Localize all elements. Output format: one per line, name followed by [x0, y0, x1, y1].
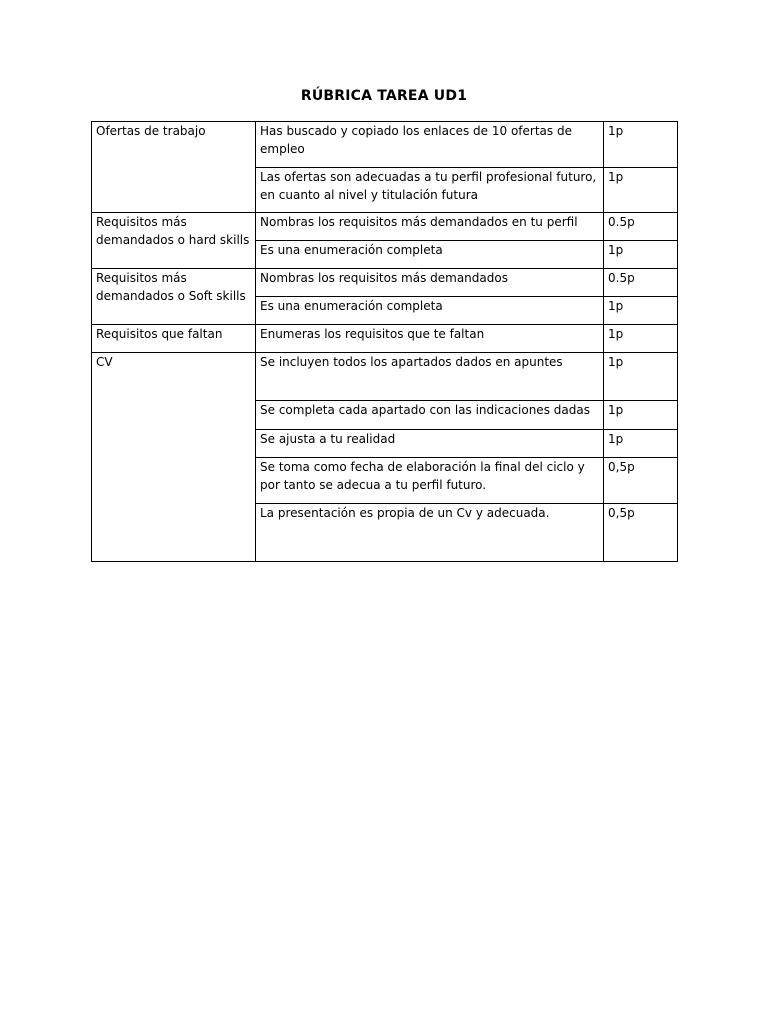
points-cell: 1p — [604, 122, 678, 168]
points-cell: 1p — [604, 401, 678, 430]
criterion-cell: Es una enumeración completa — [256, 297, 604, 325]
table-row — [92, 122, 678, 168]
criterion-cell: Las ofertas son adecuadas a tu perfil profesional futuro, en cuanto al nivel y titulación futura — [256, 168, 604, 213]
criterion-cell: Es una enumeración completa — [256, 241, 604, 269]
criterion-cell: Enumeras los requisitos que te faltan — [256, 325, 604, 353]
table-row — [92, 325, 678, 353]
criterion-cell: La presentación es propia de un Cv y adecuada. — [256, 504, 604, 562]
criterion-cell: Se completa cada apartado con las indicaciones dadas — [256, 401, 604, 430]
points-cell: 1p — [604, 168, 678, 213]
page-title: RÚBRICA TAREA UD1 — [300, 88, 468, 104]
criterion-cell: Se incluyen todos los apartados dados en apuntes — [256, 353, 604, 401]
category-cell: Requisitos que faltan — [92, 325, 256, 353]
criterion-cell: Nombras los requisitos más demandados en tu perfil — [256, 213, 604, 241]
table-row — [92, 213, 678, 241]
points-cell: 0.5p — [604, 213, 678, 241]
points-cell: 1p — [604, 297, 678, 325]
table-row — [92, 269, 678, 297]
rubric-table — [91, 121, 678, 562]
criterion-cell: Nombras los requisitos más demandados — [256, 269, 604, 297]
category-cell: CV — [92, 353, 256, 562]
category-cell: Requisitos más demandados o Soft skills — [92, 269, 256, 325]
criterion-cell: Has buscado y copiado los enlaces de 10 ofertas de empleo — [256, 122, 604, 168]
points-cell: 0,5p — [604, 504, 678, 562]
category-cell: Ofertas de trabajo — [92, 122, 256, 213]
points-cell: 1p — [604, 241, 678, 269]
points-cell: 1p — [604, 430, 678, 458]
criterion-cell: Se ajusta a tu realidad — [256, 430, 604, 458]
table-row — [92, 353, 678, 401]
points-cell: 1p — [604, 325, 678, 353]
criterion-cell: Se toma como fecha de elaboración la final del ciclo y por tanto se adecua a tu perfil futuro. — [256, 458, 604, 504]
points-cell: 1p — [604, 353, 678, 401]
points-cell: 0,5p — [604, 458, 678, 504]
category-cell: Requisitos más demandados o hard skills — [92, 213, 256, 269]
points-cell: 0.5p — [604, 269, 678, 297]
